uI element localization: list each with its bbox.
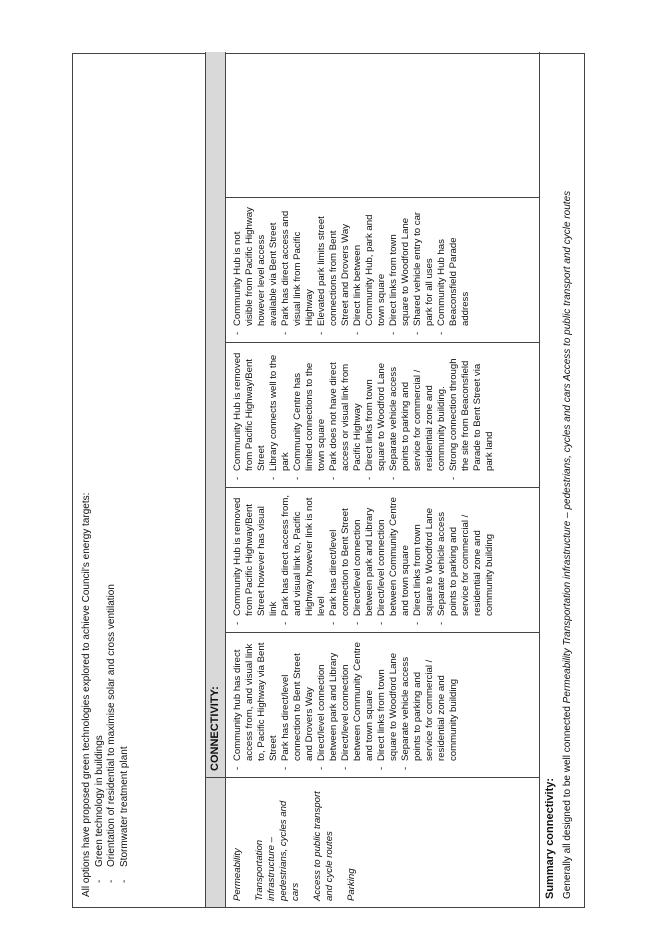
option-point: - Direct links from town square to Woodford Lane [388,204,412,328]
option-column-1 [226,632,540,777]
summary-text [562,60,573,899]
option-point: - Direct link between Community Hub, park and town square [352,204,388,328]
option-point: - Direct/level connection between park and Library [316,639,340,763]
rotated-page [72,53,585,908]
option-point: - Strong connection through the site from Beaconsfield Parade to Bent Street via park land [448,349,496,473]
intro-bullet: - Orientation of residential to maximise solar and cross ventilation [106,62,119,875]
option-point: - Community Hub is removed from Pacific Highway/Bent Street [232,349,268,473]
option-point: - Direct links from town square to Woodford Lane [364,349,388,473]
intro-section [73,52,206,907]
option-list [232,639,460,771]
option-column-2 [226,487,540,632]
option-point: - Separate vehicle access points to parking and service for commercial / residential zone and community building [436,494,496,618]
option-point: - Community Centre has limited connections to the town square [292,349,328,473]
table-header-options [206,52,226,777]
summary-section [540,52,586,907]
criterion-label: Parking [346,868,357,901]
option-point: - Park has direct access and visual link from Pacific Highway [280,204,316,328]
option-point: - Direct/level connection between park and Library [352,494,376,618]
criterion-label: Transportation infrastructure – pedestrians, cycles and cars [254,800,301,901]
intro-bullet: - Green technology in buildings [94,62,107,875]
option-point: - Community Hub is removed from Pacific Highway/Bent Street however has visual link [232,494,280,618]
summary-title: Summary connectivity: [544,777,556,899]
section-title: CONNECTIVITY: [209,686,221,771]
option-point: - Direct links from town square to Woodford Lane [412,494,436,618]
table-header-criteria [206,777,226,907]
option-column-3 [226,342,540,487]
option-point: - Separate vehicle access points to parking and service for commercial / residential zone and community building. [388,349,448,473]
summary-text-italic: Permeability Transportation infrastructure – pedestrians, cycles and cars Access to public transport and cycle routes [562,190,573,704]
summary-text-start: Generally all designed to be well connected [562,703,573,899]
intro-bullet: - Stormwater treatment plant [119,62,132,875]
intro-lead: All options have proposed green technologies explored to achieve Council's energy targets: [81,492,92,897]
option-point: - Separate vehicle access points to parking and service for commercial / residential zone and community building [400,639,460,763]
option-point: - Shared vehicle entry to car park for all uses [412,204,436,328]
option-point: - Community Hub has Beaconsfield Parade address [436,204,472,328]
option-point: - Community hub has direct access from, and visual link to, Pacific Highway via Bent Street [232,639,280,763]
option-point: - Park does not have direct access or visual link from Pacific Highway [328,349,364,473]
option-point: - Park has direct access from, and visual link to, Pacific Highway however link is not level [280,494,328,618]
intro-bullet-list [94,62,132,897]
option-point: - Elevated park limits street connections from Bent Street and Drovers Way [316,204,352,328]
option-point: - Park has direct/level connection to Bent Street and Drovers Way [280,639,316,763]
criteria-column [226,777,540,907]
option-list [232,204,472,336]
option-list [232,349,496,481]
option-column-5 [226,52,540,197]
option-point: - Direct links from town square to Woodford Lane [376,639,400,763]
option-column-4 [226,197,540,342]
option-point: - Direct/level connection between Community Centre and town square [376,494,412,618]
option-point: - Park has direct/level connection to Bent Street [328,494,352,618]
option-list [232,494,496,626]
option-point: - Community Hub is not visible from Pacific Highway however level access available via Bent Street [232,204,280,328]
criterion-label: Access to public transport and cycle routes [312,791,335,901]
criterion-label: Permeability [232,848,243,901]
option-point: - Direct/level connection between Community Centre and town square [340,639,376,763]
option-point: - Library connects well to the park [268,349,292,473]
